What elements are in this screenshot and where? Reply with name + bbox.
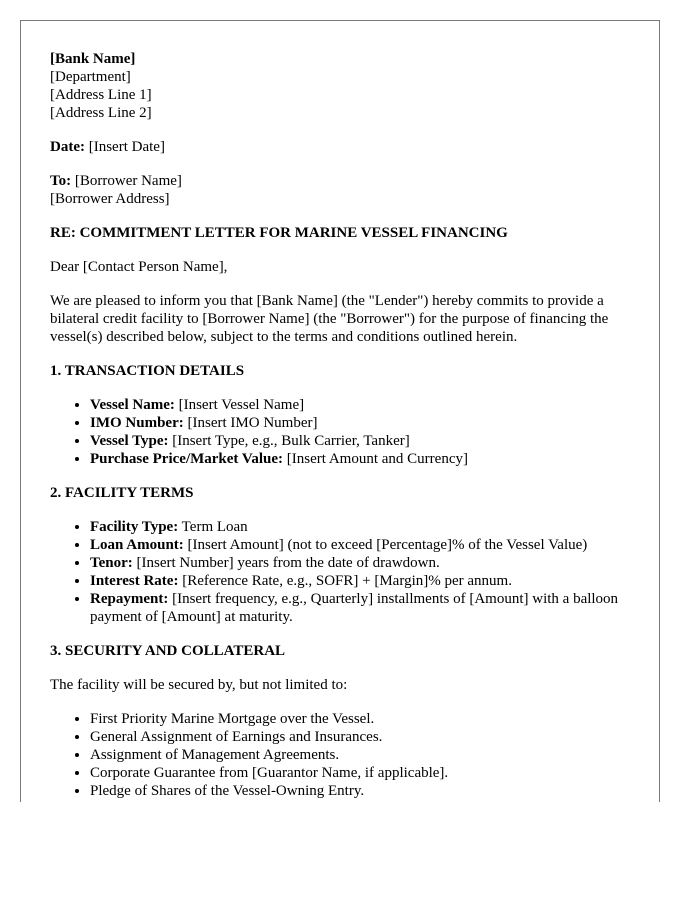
recipient-address: [Borrower Address] [50,191,170,207]
list-item: • Pledge of Shares of the Vessel-Owning Entry. [90,782,646,800]
item-value: [Insert frequency, e.g., Quarterly] installments of [Amount] with a balloon payment of [Amount] at maturity. [90,591,619,625]
department: [Department] [50,69,131,85]
date-line [50,138,646,156]
bank-name: [Bank Name] [50,51,136,67]
salutation: Dear [Contact Person Name], [50,259,228,275]
recipient-label: To: [50,173,72,189]
date-value: [Insert Date] [88,139,165,155]
address-line-2: [Address Line 2] [50,105,152,121]
item-label: Loan Amount: [90,537,184,553]
sender-block [50,50,646,122]
transaction-details-list [50,396,646,468]
item-label: Vessel Type: [90,433,169,449]
item-label: IMO Number: [90,415,184,431]
security-list [50,710,646,800]
item-value: Term Loan [181,519,248,535]
item-label: Repayment: [90,591,169,607]
list-item [90,518,646,536]
list-item [90,396,646,414]
section-heading-transaction: 1. TRANSACTION DETAILS [50,363,245,379]
list-item: • Assignment of Management Agreements. [90,746,646,764]
item-value: [Insert Number] years from the date of drawdown. [136,555,440,571]
facility-terms-list [50,518,646,626]
list-item [90,414,646,432]
date-label: Date: [50,139,85,155]
item-value: [Insert Type, e.g., Bulk Carrier, Tanker] [172,433,410,449]
item-value: [Insert Vessel Name] [178,397,305,413]
item-value: [Insert Amount and Currency] [286,451,468,467]
list-item: • Corporate Guarantee from [Guarantor Name, if applicable]. [90,764,646,782]
list-item [90,554,646,572]
section-heading-facility: 2. FACILITY TERMS [50,485,194,501]
letter-page [20,20,660,802]
section-heading-security: 3. SECURITY AND COLLATERAL [50,643,286,659]
item-label: Vessel Name: [90,397,175,413]
item-label: Facility Type: [90,519,179,535]
letter-content [50,50,646,800]
subject-line: RE: COMMITMENT LETTER FOR MARINE VESSEL FINANCING [50,225,508,241]
item-value: [Reference Rate, e.g., SOFR] + [Margin]% per annum. [182,573,512,589]
address-line-1: [Address Line 1] [50,87,152,103]
list-item: • General Assignment of Earnings and Insurances. [90,728,646,746]
item-value: [Insert IMO Number] [187,415,318,431]
recipient-name: [Borrower Name] [74,173,182,189]
list-item [90,450,646,468]
item-label: Tenor: [90,555,133,571]
list-item: • First Priority Marine Mortgage over the Vessel. [90,710,646,728]
recipient-block [50,172,646,208]
list-item [90,536,646,554]
item-value: [Insert Amount] (not to exceed [Percentage]% of the Vessel Value) [187,537,588,553]
item-label: Interest Rate: [90,573,179,589]
list-item [90,572,646,590]
list-item [90,590,646,626]
intro-paragraph: We are pleased to inform you that [Bank Name] (the "Lender") hereby commits to provide a bilateral credit facility to [Borrower Name] (the "Borrower") for the purpose of financing the vessel(s) described below, subject to the terms and conditions outlined herein. [50,293,609,345]
list-item [90,432,646,450]
item-label: Purchase Price/Market Value: [90,451,284,467]
security-intro: The facility will be secured by, but not limited to: [50,677,348,693]
